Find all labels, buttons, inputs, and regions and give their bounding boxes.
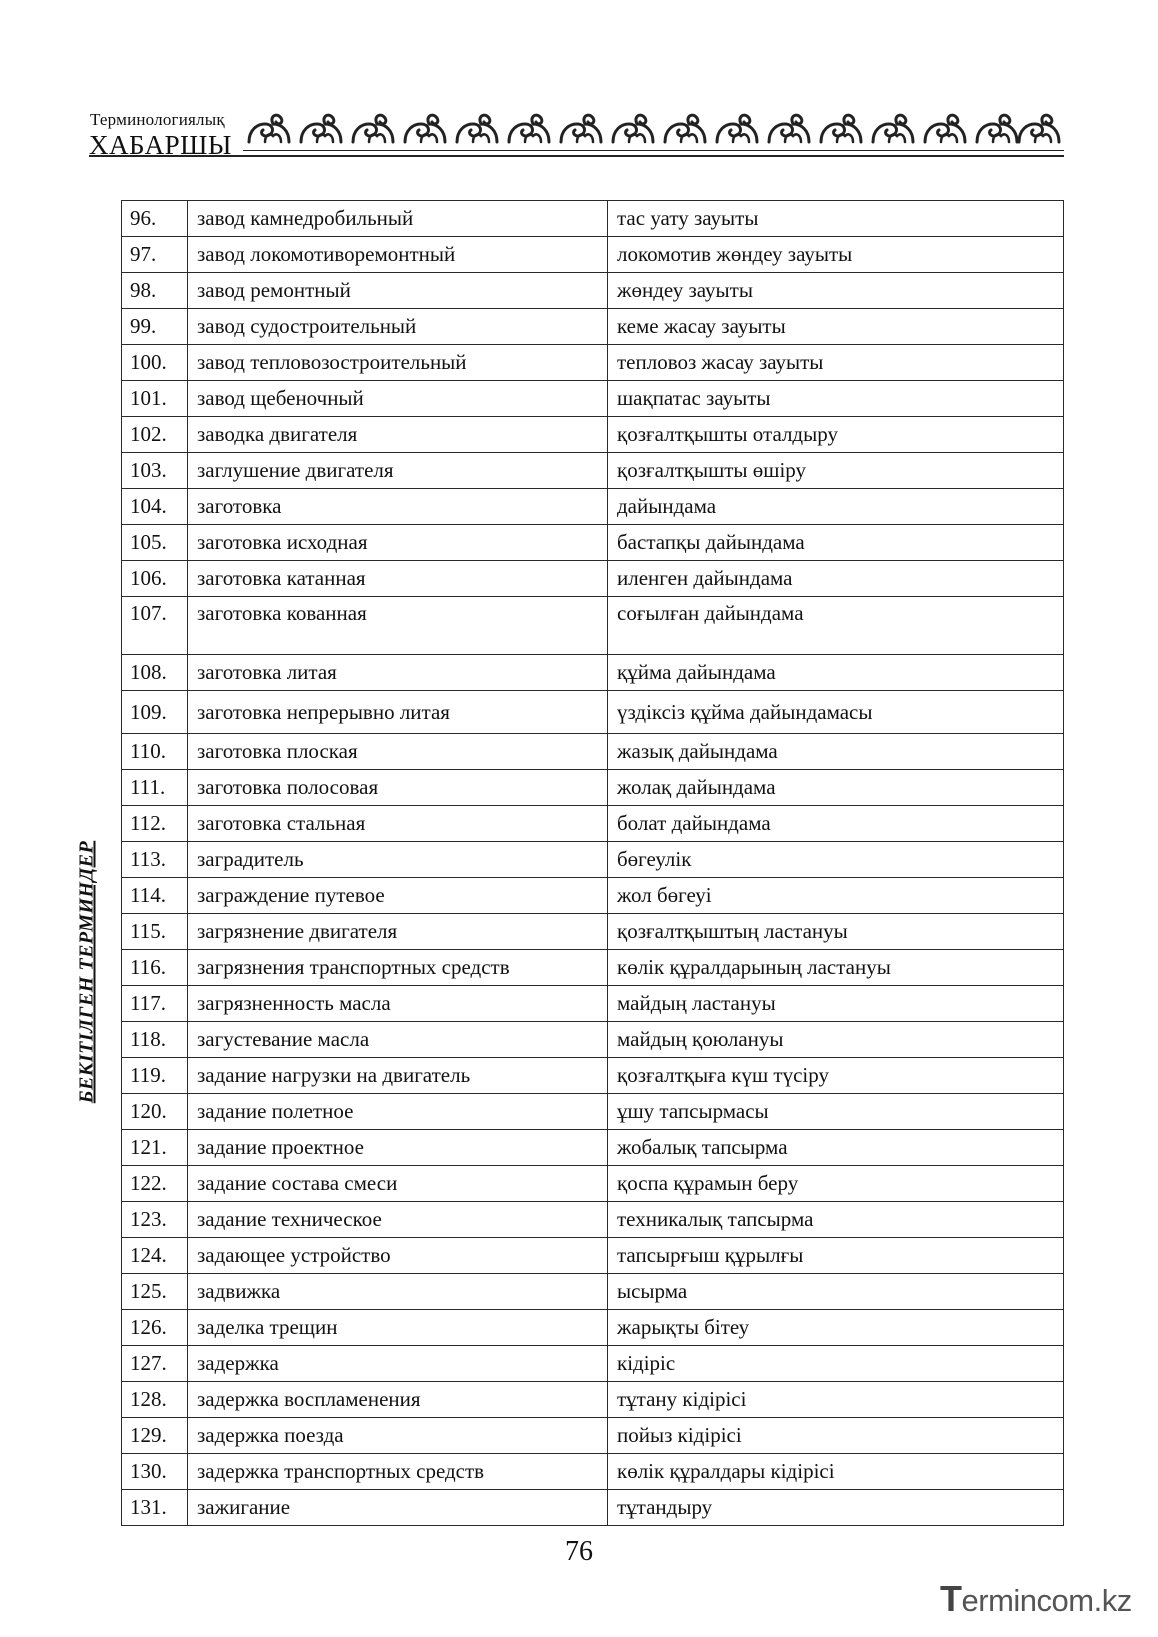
term-number: 99. <box>122 309 188 345</box>
table-row <box>122 1058 1064 1094</box>
term-number: 127. <box>122 1346 188 1382</box>
table-row <box>122 1166 1064 1202</box>
table-row <box>122 1490 1064 1526</box>
table-row <box>122 417 1064 453</box>
table-row <box>122 1274 1064 1310</box>
term-kazakh: болат дайындама <box>608 806 1064 842</box>
term-number: 102. <box>122 417 188 453</box>
side-section-label-text: БЕКІТІЛГЕН ТЕРМИНДЕР <box>75 840 98 1104</box>
table-row <box>122 1382 1064 1418</box>
table-row <box>122 381 1064 417</box>
term-kazakh: иленген дайындама <box>608 561 1064 597</box>
term-number: 128. <box>122 1382 188 1418</box>
term-number: 125. <box>122 1274 188 1310</box>
term-number: 107. <box>122 597 188 655</box>
term-kazakh: шақпатас зауыты <box>608 381 1064 417</box>
term-russian: задание нагрузки на двигатель <box>188 1058 608 1094</box>
term-number: 124. <box>122 1238 188 1274</box>
term-russian: заготовка плоская <box>188 734 608 770</box>
ornament-border <box>243 108 1064 150</box>
term-russian: задание техническое <box>188 1202 608 1238</box>
term-number: 131. <box>122 1490 188 1526</box>
watermark-logo <box>940 1578 1132 1620</box>
term-russian: задержка <box>188 1346 608 1382</box>
terms-table <box>121 200 1064 1526</box>
table-row <box>122 1202 1064 1238</box>
term-russian: заготовка непрерывно литая <box>188 691 608 734</box>
term-russian: завод локомотиворемонтный <box>188 237 608 273</box>
table-row <box>122 1418 1064 1454</box>
term-kazakh: дайындама <box>608 489 1064 525</box>
term-russian: завод камнедробильный <box>188 201 608 237</box>
term-kazakh: жобалық тапсырма <box>608 1130 1064 1166</box>
watermark-text: ermincom.kz <box>961 1583 1132 1618</box>
term-number: 105. <box>122 525 188 561</box>
table-row <box>122 1130 1064 1166</box>
table-row <box>122 453 1064 489</box>
header-rule <box>89 155 1064 157</box>
term-number: 121. <box>122 1130 188 1166</box>
term-number: 100. <box>122 345 188 381</box>
table-row <box>122 489 1064 525</box>
term-kazakh: тапсырғыш құрылғы <box>608 1238 1064 1274</box>
term-russian: загустевание масла <box>188 1022 608 1058</box>
term-number: 115. <box>122 914 188 950</box>
table-row <box>122 1310 1064 1346</box>
table-row <box>122 1346 1064 1382</box>
term-number: 109. <box>122 691 188 734</box>
table-row <box>122 525 1064 561</box>
table-row <box>122 842 1064 878</box>
term-russian: завод судостроительный <box>188 309 608 345</box>
term-number: 117. <box>122 986 188 1022</box>
term-number: 116. <box>122 950 188 986</box>
term-russian: заградитель <box>188 842 608 878</box>
term-russian: заготовка стальная <box>188 806 608 842</box>
term-number: 110. <box>122 734 188 770</box>
term-number: 101. <box>122 381 188 417</box>
term-kazakh: жарықты бітеу <box>608 1310 1064 1346</box>
term-russian: задержка воспламенения <box>188 1382 608 1418</box>
term-number: 118. <box>122 1022 188 1058</box>
term-kazakh: жолақ дайындама <box>608 770 1064 806</box>
table-row <box>122 806 1064 842</box>
term-kazakh: ысырма <box>608 1274 1064 1310</box>
term-kazakh: соғылған дайындама <box>608 597 1064 655</box>
table-row <box>122 950 1064 986</box>
term-number: 126. <box>122 1310 188 1346</box>
term-russian: загрязнения транспортных средств <box>188 950 608 986</box>
term-russian: завод щебеночный <box>188 381 608 417</box>
term-russian: заделка трещин <box>188 1310 608 1346</box>
table-row <box>122 309 1064 345</box>
term-number: 97. <box>122 237 188 273</box>
journal-title: ХАБАРШЫ <box>89 130 232 160</box>
term-russian: задержка поезда <box>188 1418 608 1454</box>
term-russian: задержка транспортных средств <box>188 1454 608 1490</box>
term-kazakh: тас уату зауыты <box>608 201 1064 237</box>
term-kazakh: майдың қоюлануы <box>608 1022 1064 1058</box>
table-row <box>122 237 1064 273</box>
term-number: 120. <box>122 1094 188 1130</box>
term-russian: зажигание <box>188 1490 608 1526</box>
term-kazakh: бөгеулік <box>608 842 1064 878</box>
table-row <box>122 878 1064 914</box>
term-number: 130. <box>122 1454 188 1490</box>
term-number: 106. <box>122 561 188 597</box>
table-row <box>122 201 1064 237</box>
table-row <box>122 1022 1064 1058</box>
header-rule-thin <box>243 150 1064 151</box>
table-row <box>122 345 1064 381</box>
term-kazakh: қоспа құрамын беру <box>608 1166 1064 1202</box>
term-russian: заводка двигателя <box>188 417 608 453</box>
term-kazakh: бастапқы дайындама <box>608 525 1064 561</box>
term-number: 108. <box>122 655 188 691</box>
term-kazakh: қозғалтқышты оталдыру <box>608 417 1064 453</box>
table-row <box>122 691 1064 734</box>
term-kazakh: техникалық тапсырма <box>608 1202 1064 1238</box>
watermark-initial: T <box>940 1578 962 1619</box>
table-row <box>122 986 1064 1022</box>
page-number: 76 <box>565 1536 593 1567</box>
term-russian: задающее устройство <box>188 1238 608 1274</box>
term-kazakh: ұшу тапсырмасы <box>608 1094 1064 1130</box>
term-russian: завод тепловозостроительный <box>188 345 608 381</box>
term-number: 119. <box>122 1058 188 1094</box>
term-number: 114. <box>122 878 188 914</box>
term-kazakh: пойыз кідірісі <box>608 1418 1064 1454</box>
term-kazakh: көлік құралдарының ластануы <box>608 950 1064 986</box>
term-kazakh: қозғалтқыштың ластануы <box>608 914 1064 950</box>
term-russian: заглушение двигателя <box>188 453 608 489</box>
term-russian: загрязненность масла <box>188 986 608 1022</box>
term-number: 98. <box>122 273 188 309</box>
term-number: 103. <box>122 453 188 489</box>
term-kazakh: локомотив жөндеу зауыты <box>608 237 1064 273</box>
table-row <box>122 1454 1064 1490</box>
term-kazakh: майдың ластануы <box>608 986 1064 1022</box>
table-row <box>122 597 1064 655</box>
term-russian: заготовка кованная <box>188 597 608 655</box>
term-number: 129. <box>122 1418 188 1454</box>
table-row <box>122 914 1064 950</box>
term-number: 96. <box>122 201 188 237</box>
term-number: 111. <box>122 770 188 806</box>
term-kazakh: тұтану кідірісі <box>608 1382 1064 1418</box>
table-row <box>122 561 1064 597</box>
term-kazakh: жол бөгеуі <box>608 878 1064 914</box>
table-row <box>122 1094 1064 1130</box>
term-number: 112. <box>122 806 188 842</box>
term-kazakh: тепловоз жасау зауыты <box>608 345 1064 381</box>
term-kazakh: тұтандыру <box>608 1490 1064 1526</box>
term-kazakh: құйма дайындама <box>608 655 1064 691</box>
term-russian: заготовка литая <box>188 655 608 691</box>
term-russian: заграждение путевое <box>188 878 608 914</box>
table-row <box>122 770 1064 806</box>
term-number: 122. <box>122 1166 188 1202</box>
term-kazakh: кідіріс <box>608 1346 1064 1382</box>
term-kazakh: кеме жасау зауыты <box>608 309 1064 345</box>
term-russian: заготовка <box>188 489 608 525</box>
term-russian: загрязнение двигателя <box>188 914 608 950</box>
journal-subtitle: Терминологиялық <box>90 110 225 129</box>
term-russian: задание полетное <box>188 1094 608 1130</box>
term-kazakh: қозғалтқыға күш түсіру <box>608 1058 1064 1094</box>
term-russian: задание проектное <box>188 1130 608 1166</box>
term-russian: задвижка <box>188 1274 608 1310</box>
term-number: 113. <box>122 842 188 878</box>
table-row <box>122 734 1064 770</box>
term-number: 123. <box>122 1202 188 1238</box>
term-kazakh: қозғалтқышты өшіру <box>608 453 1064 489</box>
term-russian: заготовка исходная <box>188 525 608 561</box>
term-russian: заготовка полосовая <box>188 770 608 806</box>
term-kazakh: үздіксіз құйма дайындамасы <box>608 691 1064 734</box>
table-row <box>122 273 1064 309</box>
term-kazakh: жөндеу зауыты <box>608 273 1064 309</box>
term-russian: заготовка катанная <box>188 561 608 597</box>
term-number: 104. <box>122 489 188 525</box>
term-russian: завод ремонтный <box>188 273 608 309</box>
term-kazakh: көлік құралдары кідірісі <box>608 1454 1064 1490</box>
table-row <box>122 655 1064 691</box>
term-kazakh: жазық дайындама <box>608 734 1064 770</box>
table-row <box>122 1238 1064 1274</box>
term-russian: задание состава смеси <box>188 1166 608 1202</box>
